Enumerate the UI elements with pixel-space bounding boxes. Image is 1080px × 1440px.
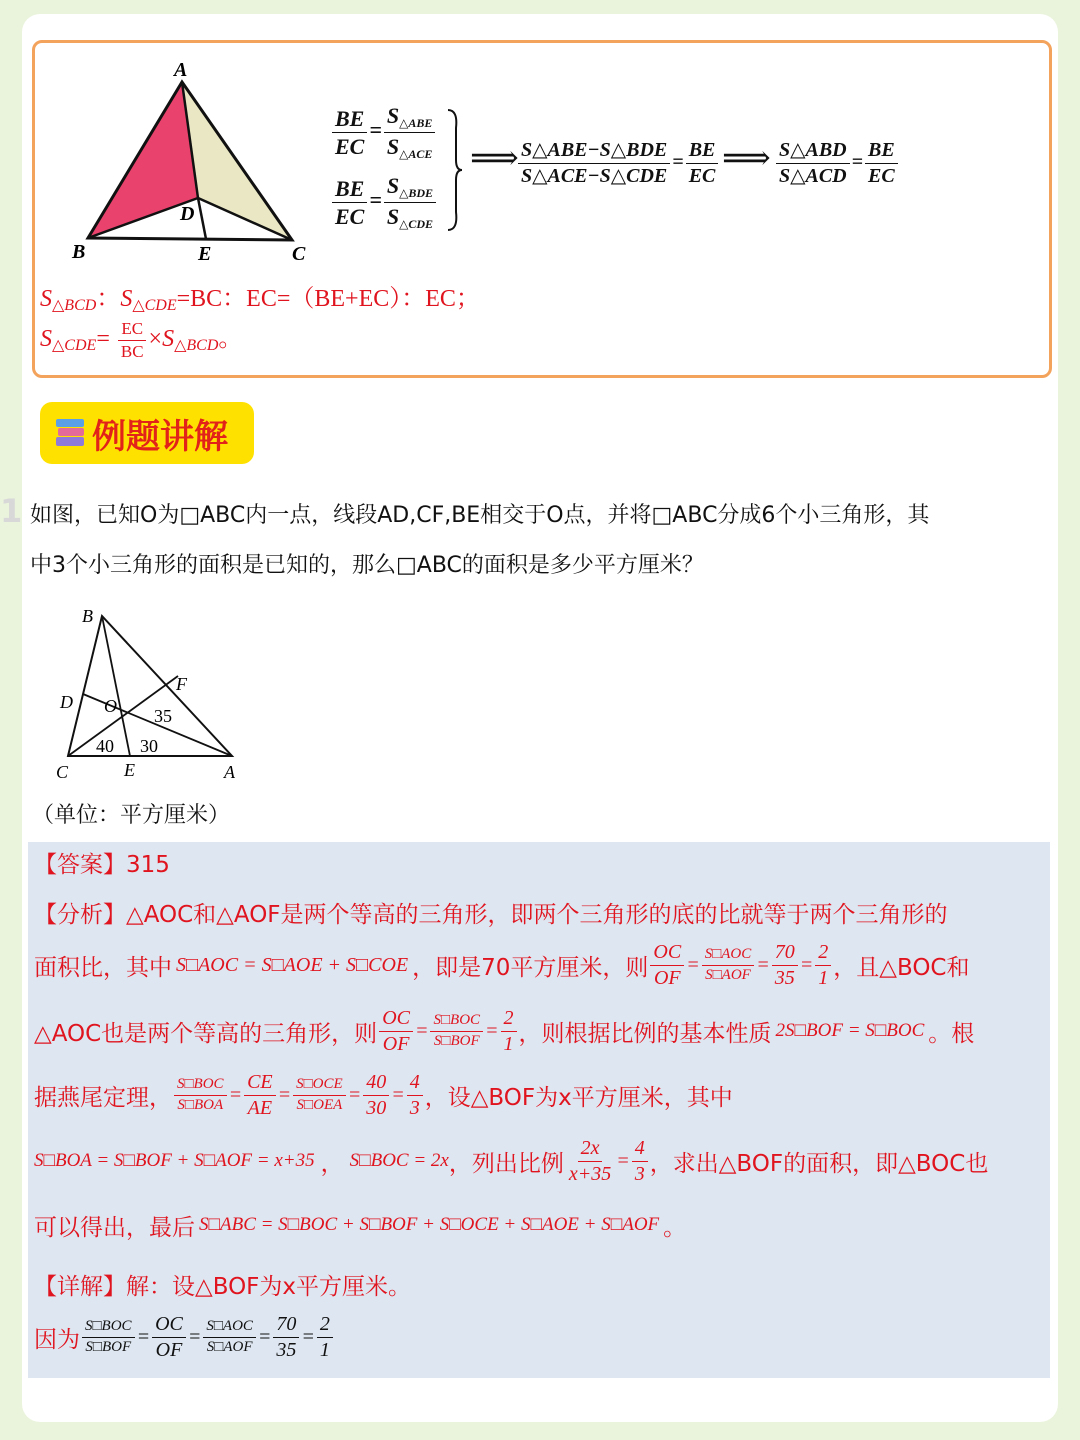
segment-be: [102, 616, 130, 756]
section-banner: [40, 402, 254, 464]
question-number: 1: [0, 492, 23, 530]
question-figure: [50, 600, 260, 790]
eq-4: $\frac{\text{S△ABD}}{\text{S△ACD}}$ = $\frac{BE}{EC}$: [774, 140, 900, 187]
eq-2: $\frac{BE}{EC}$ = $\frac{S_{\triangle BDE}}{S_{\triangle CDE}}$: [330, 174, 438, 230]
detail-line-2: 因为 $\frac{\text{S□BOC}}{\text{S□BOF}}$ = $\frac{OC}{OF}$ = $\frac{\text{S□AOC}}{\text{S□AOF}}$ = $\frac{70}{35}$ = $\frac{2}{1}$: [34, 1308, 335, 1366]
fig2-label-a: A: [224, 762, 235, 782]
fig2-label-b: B: [82, 606, 93, 626]
area-40: 40: [96, 736, 114, 756]
analysis-line-1: 【分析】△AOC和△AOF是两个等高的三角形，即两个三角形的底的比就等于两个三角形的: [34, 902, 948, 928]
implies-1: ⟹: [470, 140, 519, 177]
triangle-bca: [68, 616, 232, 756]
label-a: A: [174, 59, 188, 81]
analysis-line-6: 可以得出，最后 S□ABC = S□BOC + S□BOF + S□OCE + S□AOE + S□AOF 。: [34, 1214, 687, 1241]
segment-de: [198, 198, 206, 239]
fig2-label-o: O: [104, 696, 117, 716]
area-35: 35: [154, 706, 172, 726]
label-e: E: [198, 243, 212, 265]
question-line-1: 如图，已知O为□ABC内一点，线段AD,CF,BE相交于O点，并将□ABC分成6个小三角形，其: [30, 503, 930, 528]
analysis-line-2: 面积比，其中 S□AOC = S□AOE + S□COE ，即是70平方厘米，则 $\frac{OC}{OF}$ = $\frac{\text{S□AOC}}{\text{S□AOF}}$ = $\frac{70}{35}$ = $\frac{2}{1}$ ，且△BOC和: [34, 940, 970, 989]
books-icon: [54, 417, 88, 449]
fig2-label-e: E: [124, 760, 135, 780]
banner-title: 例题讲解: [92, 416, 228, 457]
theorem-line-2: $S_{\triangle CDE}=$ $\frac{EC}{BC}$ $\times S_{\triangle BCD}$。: [40, 319, 243, 361]
label-c: C: [292, 243, 306, 265]
theorem-line-1: $S_{\triangle BCD}$：$S_{\triangle CDE}=BC$：EC=（BE+EC）：EC；: [40, 286, 480, 314]
label-b: B: [72, 241, 86, 263]
label-d: D: [180, 203, 195, 225]
eq-3: $\frac{\text{S△ABE−S△BDE}}{\text{S△ACE−S△CDE}}$ = $\frac{BE}{EC}$: [516, 140, 720, 187]
brace: [446, 108, 464, 232]
analysis-line-3: △AOC也是两个等高的三角形，则 $\frac{OC}{OF}$ = $\frac{\text{S□BOC}}{\text{S□BOF}}$ = $\frac{2}{1}$ ，则根据比例的基本性质 2S□BOF = S□BOC 。根: [34, 1006, 975, 1055]
implies-2: ⟹: [722, 140, 771, 177]
answer-line: 【答案】315: [34, 852, 170, 878]
analysis-line-5: S□BOA = S□BOF + S□AOF = x+35 ， S□BOC = 2x ，列出比例 $\frac{2x}{x+35}$ = $\frac{4}{3}$ ，求出△BOF的面积，即△BOC也: [34, 1136, 989, 1185]
unit-note: （单位：平方厘米）: [32, 803, 231, 828]
theorem-figure: [60, 58, 330, 268]
fig2-label-f: F: [176, 674, 187, 694]
fig2-label-d: D: [60, 692, 73, 712]
analysis-line-4: 据燕尾定理， $\frac{\text{S□BOC}}{\text{S□BOA}}$ = $\frac{CE}{AE}$ = $\frac{\text{S□OCE}}{\text{S□OEA}}$ = $\frac{40}{30}$ = $\frac{4}{3}$ ，设△BOF为x平方厘米，其中: [34, 1070, 733, 1119]
fig2-label-c: C: [56, 762, 69, 782]
question-line-2: 中3个小三角形的面积是已知的，那么□ABC的面积是多少平方厘米？: [30, 553, 704, 578]
area-30: 30: [140, 736, 158, 756]
eq-1: $\frac{BE}{EC}$ = $\frac{S_{\triangle ABE}}{S_{\triangle ACE}}$: [330, 104, 437, 160]
detail-line-1: 【详解】解：设△BOF为x平方厘米。: [34, 1274, 412, 1300]
